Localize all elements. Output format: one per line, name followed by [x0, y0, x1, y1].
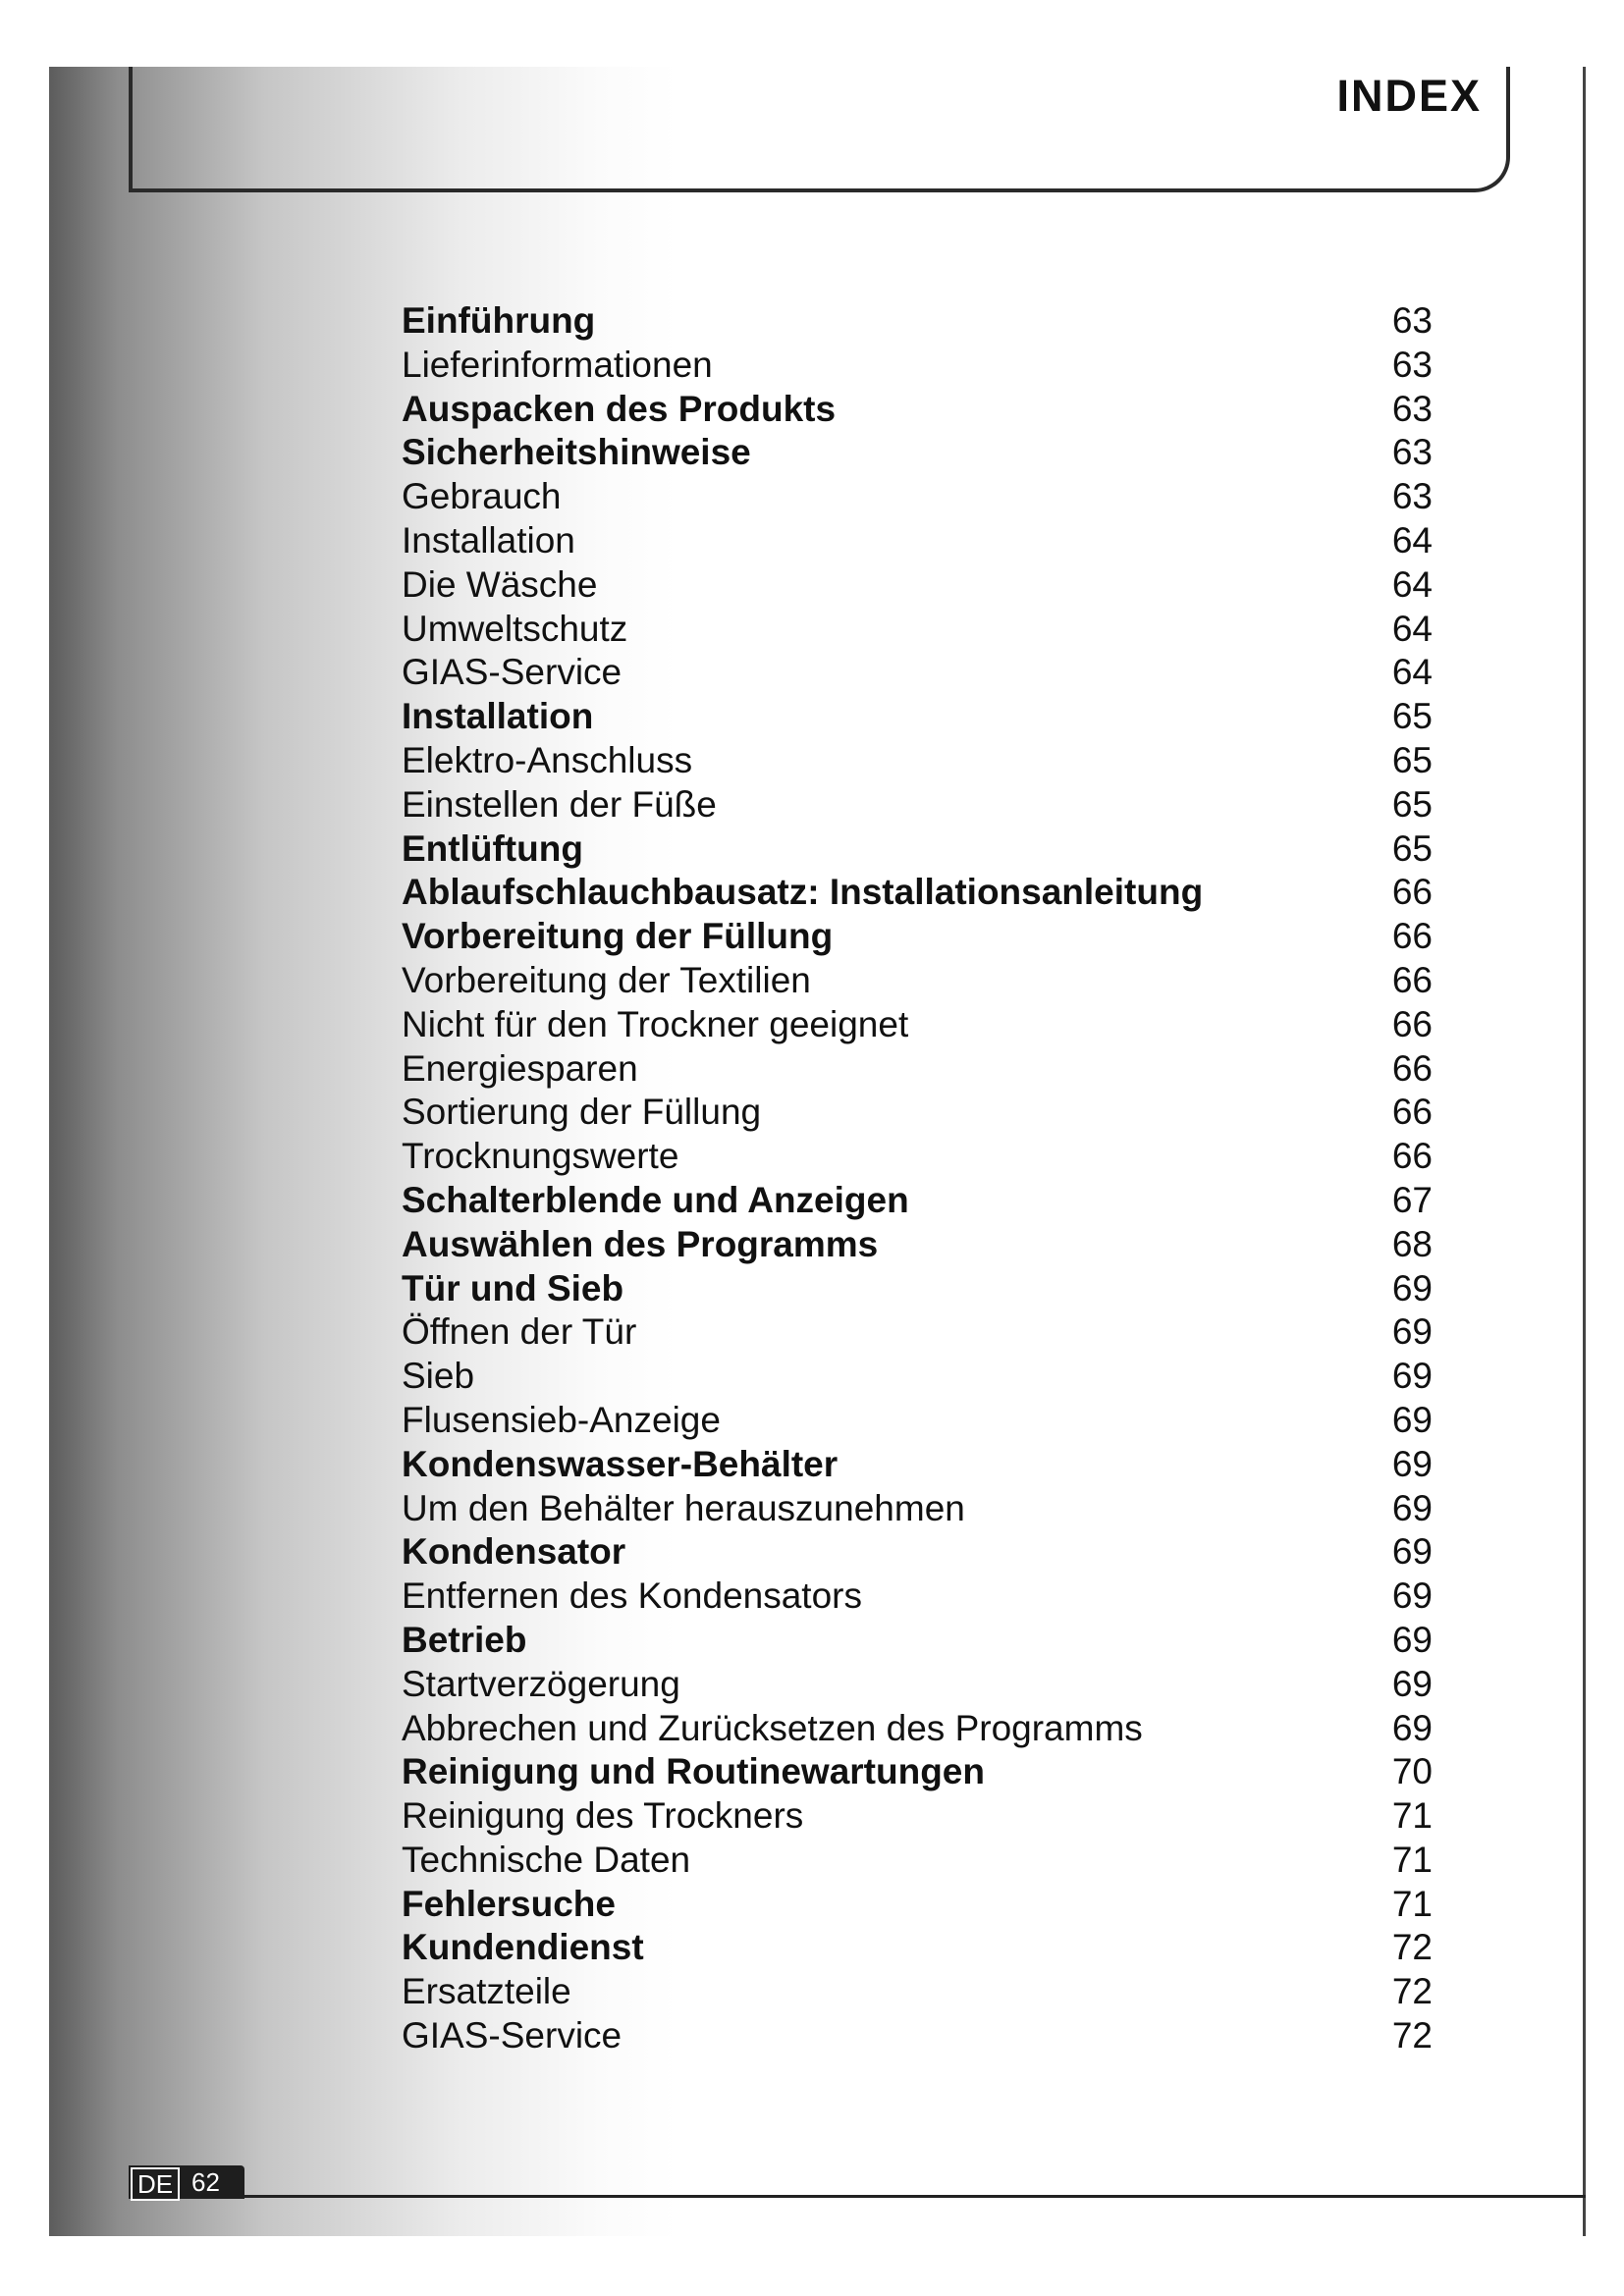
toc-entry-label: Kondensator — [402, 1531, 626, 1573]
header-frame — [129, 67, 1510, 192]
toc-entry-label: Startverzögerung — [402, 1663, 680, 1704]
toc-entry-label: GIAS-Service — [402, 652, 623, 693]
toc-entry-label: Vorbereitung der Füllung — [402, 916, 834, 957]
toc-entry — [402, 871, 1433, 915]
toc-entry-page: 66 — [1391, 1003, 1433, 1044]
toc-entry — [402, 1883, 1433, 1927]
toc-entry-label: Elektro-Anschluss — [402, 739, 693, 780]
toc-entry-label: Vorbereitung der Textilien — [402, 959, 811, 1000]
toc-entry-page: 69 — [1391, 1575, 1433, 1617]
toc-entry — [402, 1091, 1433, 1135]
toc-entry — [402, 1003, 1433, 1047]
toc-entry — [402, 388, 1433, 432]
toc-entry-page: 69 — [1391, 1356, 1433, 1397]
toc-entry-page: 66 — [1391, 1136, 1433, 1177]
toc-entry-page: 63 — [1391, 388, 1433, 429]
toc-entry-page: 68 — [1391, 1223, 1433, 1264]
toc-entry-label: Installation — [402, 519, 575, 561]
toc-entry — [402, 299, 1433, 344]
toc-entry-label: Sieb — [402, 1356, 475, 1397]
toc-entry — [402, 475, 1433, 519]
toc-entry-label: Auswählen des Programms — [402, 1223, 879, 1264]
toc-entry-page: 69 — [1391, 1267, 1433, 1308]
toc-entry — [402, 1750, 1433, 1794]
toc-entry-label: Die Wäsche — [402, 563, 598, 605]
toc-entry-page: 69 — [1391, 1487, 1433, 1528]
toc-entry-label: Entfernen des Kondensators — [402, 1575, 862, 1617]
toc-entry-label: Kondenswasser-Behälter — [402, 1443, 839, 1484]
toc-entry — [402, 1970, 1433, 2014]
toc-entry-label: Schalterblende und Anzeigen — [402, 1179, 909, 1220]
toc-entry — [402, 828, 1433, 872]
toc-entry — [402, 1310, 1433, 1355]
toc-entry-page: 69 — [1391, 1619, 1433, 1660]
toc-entry-label: Ablaufschlauchbausatz: Installationsanleitung — [402, 872, 1204, 913]
toc-entry-label: Trocknungswerte — [402, 1136, 679, 1177]
right-margin-rule — [1583, 67, 1586, 2236]
toc-entry-label: Nicht für den Trockner geeignet — [402, 1003, 909, 1044]
toc-entry-page: 69 — [1391, 1399, 1433, 1440]
toc-entry-label: Technische Daten — [402, 1839, 691, 1880]
toc-entry — [402, 1794, 1433, 1839]
toc-entry-page: 66 — [1391, 1047, 1433, 1089]
toc-entry-page: 64 — [1391, 563, 1433, 605]
toc-entry-label: Öffnen der Tür — [402, 1311, 637, 1353]
toc-entry-page: 63 — [1391, 432, 1433, 473]
toc-entry-page: 69 — [1391, 1443, 1433, 1484]
toc-entry-page: 69 — [1391, 1311, 1433, 1353]
toc-entry — [402, 1663, 1433, 1707]
toc-entry — [402, 2014, 1433, 2058]
page-title: INDEX — [1336, 71, 1482, 121]
toc-entry — [402, 1399, 1433, 1443]
toc-entry-page: 64 — [1391, 652, 1433, 693]
toc-entry-page: 65 — [1391, 739, 1433, 780]
toc-entry-label: Abbrechen und Zurücksetzen des Programms — [402, 1707, 1143, 1748]
toc-entry-label: Kundendienst — [402, 1927, 644, 1968]
toc-entry-page: 71 — [1391, 1795, 1433, 1837]
toc-entry-label: Entlüftung — [402, 828, 583, 869]
toc-entry — [402, 1575, 1433, 1619]
toc-entry-page: 64 — [1391, 519, 1433, 561]
toc-entry — [402, 1355, 1433, 1399]
toc-entry-page: 72 — [1391, 1927, 1433, 1968]
toc-entry — [402, 1487, 1433, 1531]
toc-entry-page: 71 — [1391, 1839, 1433, 1880]
toc-entry — [402, 1839, 1433, 1883]
toc-entry-label: Sicherheitshinweise — [402, 432, 751, 473]
toc-entry-page: 63 — [1391, 476, 1433, 517]
toc-entry — [402, 1223, 1433, 1267]
toc-entry — [402, 1135, 1433, 1179]
toc-entry-label: Energiesparen — [402, 1047, 638, 1089]
toc-entry-label: Einstellen der Füße — [402, 783, 717, 825]
toc-entry — [402, 695, 1433, 739]
toc-entry-page: 66 — [1391, 1092, 1433, 1133]
toc-entry-label: Auspacken des Produkts — [402, 388, 837, 429]
toc-entry — [402, 739, 1433, 783]
toc-entry-page: 65 — [1391, 696, 1433, 737]
footer-rule — [226, 2195, 1586, 2198]
table-of-contents — [402, 299, 1433, 2058]
toc-entry-label: Fehlersuche — [402, 1883, 616, 1924]
toc-entry-label: Lieferinformationen — [402, 344, 713, 385]
toc-entry — [402, 1530, 1433, 1575]
toc-entry — [402, 563, 1433, 608]
toc-entry-label: Reinigung und Routinewartungen — [402, 1751, 985, 1792]
toc-entry-page: 66 — [1391, 916, 1433, 957]
toc-entry-label: Tür und Sieb — [402, 1267, 624, 1308]
toc-entry — [402, 519, 1433, 563]
toc-entry-page: 63 — [1391, 300, 1433, 341]
toc-entry-label: Um den Behälter herauszunehmen — [402, 1487, 965, 1528]
toc-entry-page: 72 — [1391, 1971, 1433, 2012]
toc-entry — [402, 651, 1433, 695]
toc-entry — [402, 608, 1433, 652]
toc-entry — [402, 431, 1433, 475]
toc-entry — [402, 783, 1433, 828]
toc-entry-label: Installation — [402, 696, 594, 737]
toc-entry-label: Sortierung der Füllung — [402, 1092, 762, 1133]
toc-entry-page: 69 — [1391, 1531, 1433, 1573]
toc-entry-label: GIAS-Service — [402, 2015, 623, 2056]
toc-entry-page: 72 — [1391, 2015, 1433, 2056]
toc-entry-page: 65 — [1391, 828, 1433, 869]
toc-entry — [402, 915, 1433, 959]
toc-entry — [402, 1926, 1433, 1970]
toc-entry — [402, 1619, 1433, 1663]
toc-entry-page: 71 — [1391, 1883, 1433, 1924]
language-badge: DE — [131, 2167, 180, 2201]
toc-entry-page: 65 — [1391, 783, 1433, 825]
toc-entry-label: Gebrauch — [402, 476, 562, 517]
toc-entry-page: 70 — [1391, 1751, 1433, 1792]
toc-entry-page: 67 — [1391, 1179, 1433, 1220]
toc-entry-label: Einführung — [402, 300, 596, 341]
page-number: 62 — [191, 2167, 220, 2197]
toc-entry-label: Umweltschutz — [402, 608, 628, 649]
toc-entry — [402, 1707, 1433, 1751]
toc-entry — [402, 1179, 1433, 1223]
toc-entry-page: 66 — [1391, 959, 1433, 1000]
toc-entry-label: Flusensieb-Anzeige — [402, 1399, 721, 1440]
toc-entry-page: 66 — [1391, 872, 1433, 913]
toc-entry-label: Betrieb — [402, 1619, 527, 1660]
toc-entry-page: 64 — [1391, 608, 1433, 649]
toc-entry-page: 69 — [1391, 1663, 1433, 1704]
toc-entry-label: Ersatzteile — [402, 1971, 571, 2012]
toc-entry — [402, 1443, 1433, 1487]
toc-entry — [402, 959, 1433, 1003]
toc-entry — [402, 1267, 1433, 1311]
toc-entry — [402, 344, 1433, 388]
toc-entry — [402, 1047, 1433, 1092]
toc-entry-label: Reinigung des Trockners — [402, 1795, 804, 1837]
toc-entry-page: 63 — [1391, 344, 1433, 385]
toc-entry-page: 69 — [1391, 1707, 1433, 1748]
